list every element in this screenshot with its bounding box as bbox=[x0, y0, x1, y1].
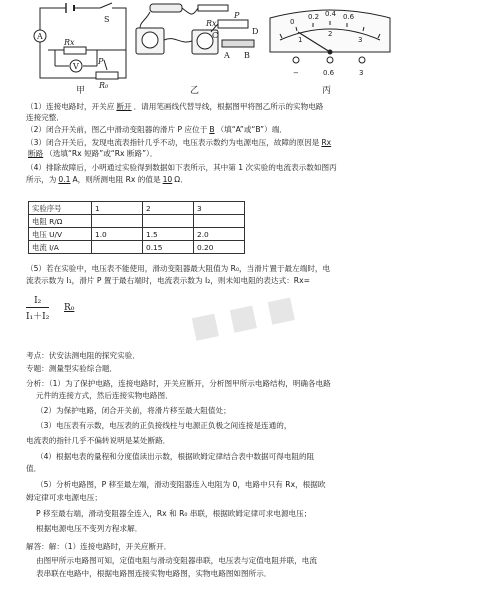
analysis-line-9: 姆定律可求电源电压； bbox=[26, 493, 102, 502]
caption-bing: 丙 bbox=[322, 86, 332, 96]
analysis-line-10: P 移至最右端，滑动变阻器全连入，Rx 和 R₀ 串联，根据欧姆定律可求电源电压； bbox=[36, 509, 312, 518]
watermark: ■ ■ ■ bbox=[187, 289, 299, 346]
formula-numerator: I₂ bbox=[34, 296, 42, 306]
q1-line2: 连接完整． bbox=[26, 113, 64, 122]
caption-yi: 乙 bbox=[190, 86, 200, 96]
ammeter-symbol: A bbox=[37, 32, 43, 41]
table-row: 电阻 R/Ω bbox=[29, 215, 245, 228]
caption-jia: 甲 bbox=[76, 86, 86, 96]
yi-rx-label: Rx bbox=[206, 19, 217, 28]
yi-d-label: D bbox=[252, 27, 259, 36]
voltmeter-symbol: V bbox=[73, 62, 79, 71]
dial-top-1: 0.2 bbox=[308, 13, 320, 21]
analysis-line-4: （3）电压表有示数，电压表的正负接线柱与电源正负极之间连接是连通的， bbox=[36, 421, 292, 430]
analysis-line-5: 电流表的指针几乎不偏转说明是某处断路． bbox=[26, 436, 171, 445]
yi-b-label: B bbox=[244, 51, 250, 60]
yi-p-label: P bbox=[234, 11, 240, 20]
dial-bottom-0: 1 bbox=[298, 36, 303, 44]
data-table bbox=[28, 201, 245, 254]
analysis-line-7: 值． bbox=[26, 464, 42, 473]
yi-a-label: A bbox=[224, 51, 230, 60]
answer-line-3: 表串联在电路中，根据电路图连接实物电路图，实物电路图如图所示． bbox=[36, 569, 272, 578]
q3-line2: 断路 （选填“Rx 短路”或“Rx 断路”）． bbox=[28, 149, 158, 158]
formula-r0: R₀ bbox=[64, 303, 75, 313]
q2-line: （2）闭合开关前，图乙中滑动变阻器的滑片 P 应位于 B （填“A”或“B”）端． bbox=[26, 125, 287, 134]
table-row: 电流 I/A 0.15 0.20 bbox=[29, 241, 245, 254]
q5-line2: 流表示数为 I₁，滑片 P 置于最右端时，电流表示数为 I₂，则未知电阻的表达式：Rx= bbox=[26, 276, 310, 285]
q5-line: （5）若在实验中，电压表不能使用，滑动变阻器最大阻值为 R₀，当滑片置于最左端时，电 bbox=[26, 264, 331, 273]
table-row: 实验序号 1 2 3 bbox=[29, 202, 245, 215]
r0-label: R₀ bbox=[99, 81, 109, 90]
dial-bottom-2: 3 bbox=[358, 36, 363, 44]
analysis-line-1: 分析：（1）为了保护电路，连接电路时，开关应断开，分析图甲所示电路结构，明确各电路 bbox=[26, 379, 331, 388]
answer-line-2: 由图甲所示电路图可知，定值电阻与滑动变阻器串联，电压表与定值电阻并联，电流 bbox=[36, 556, 317, 565]
q4-line2: 所示，为 0.1 A，则所测电阻 Rx 的值是 10 Ω． bbox=[26, 175, 188, 184]
analysis-line-3: （2）为保护电路，闭合开关前，将滑片移至最大阻值处； bbox=[36, 406, 231, 415]
circuit-figures bbox=[0, 0, 480, 100]
q3-line: （3）闭合开关后，发现电流表指针几乎不动，电压表示数约为电源电压，故障的原因是 Rx bbox=[26, 138, 332, 147]
answer-line-1: 解答：解：（1）连接电路时，开关应断开． bbox=[26, 542, 172, 551]
kaodian-line: 考点：伏安法测电阻的探究实验． bbox=[26, 351, 140, 360]
analysis-line-2: 元件的连接方式，然后连接实物电路图． bbox=[36, 391, 173, 400]
rx-label: Rx bbox=[64, 38, 75, 47]
dial-bottom-1: 2 bbox=[328, 30, 333, 38]
circuit-diagram-jia bbox=[34, 3, 126, 79]
zhuanti-line: 专题：测量型实验综合题． bbox=[26, 364, 118, 373]
analysis-line-8: （5）分析电路图，P 移至最左端，滑动变阻器连入电阻为 0，电路中只有 Rx，根据欧 bbox=[36, 480, 326, 489]
dial-top-2: 0.4 bbox=[325, 10, 337, 18]
q1-line: （1）连接电路时，开关应 断开 ．请用笔画线代替导线，根据图甲将图乙所示的实物电路 bbox=[26, 102, 324, 111]
terminal-3: 3 bbox=[359, 69, 364, 77]
dial-top-3: 0.6 bbox=[343, 13, 355, 21]
formula-denominator: I₁＋I₂ bbox=[26, 312, 50, 322]
dial-top-0: 0 bbox=[290, 18, 295, 26]
terminal-06: 0.6 bbox=[323, 69, 335, 77]
table-row: 电压 U/V 1.0 1.5 2.0 bbox=[29, 228, 245, 241]
analysis-line-6: （4）根据电表的量程和分度值读出示数，根据欧姆定律结合表中数据可得电阻的阻 bbox=[36, 452, 315, 461]
switch-label: S bbox=[104, 15, 110, 24]
analysis-line-11: 根据电源电压不变列方程求解． bbox=[36, 524, 143, 533]
q4-line: （4）排除故障后，小明通过实验得到数据如下表所示，其中第 1 次实验的电流表示数如图丙 bbox=[26, 163, 337, 172]
yi-c-label: C bbox=[212, 31, 219, 40]
p-label: P bbox=[98, 57, 104, 66]
terminal-minus: − bbox=[293, 69, 299, 77]
answer-formula bbox=[26, 296, 75, 322]
